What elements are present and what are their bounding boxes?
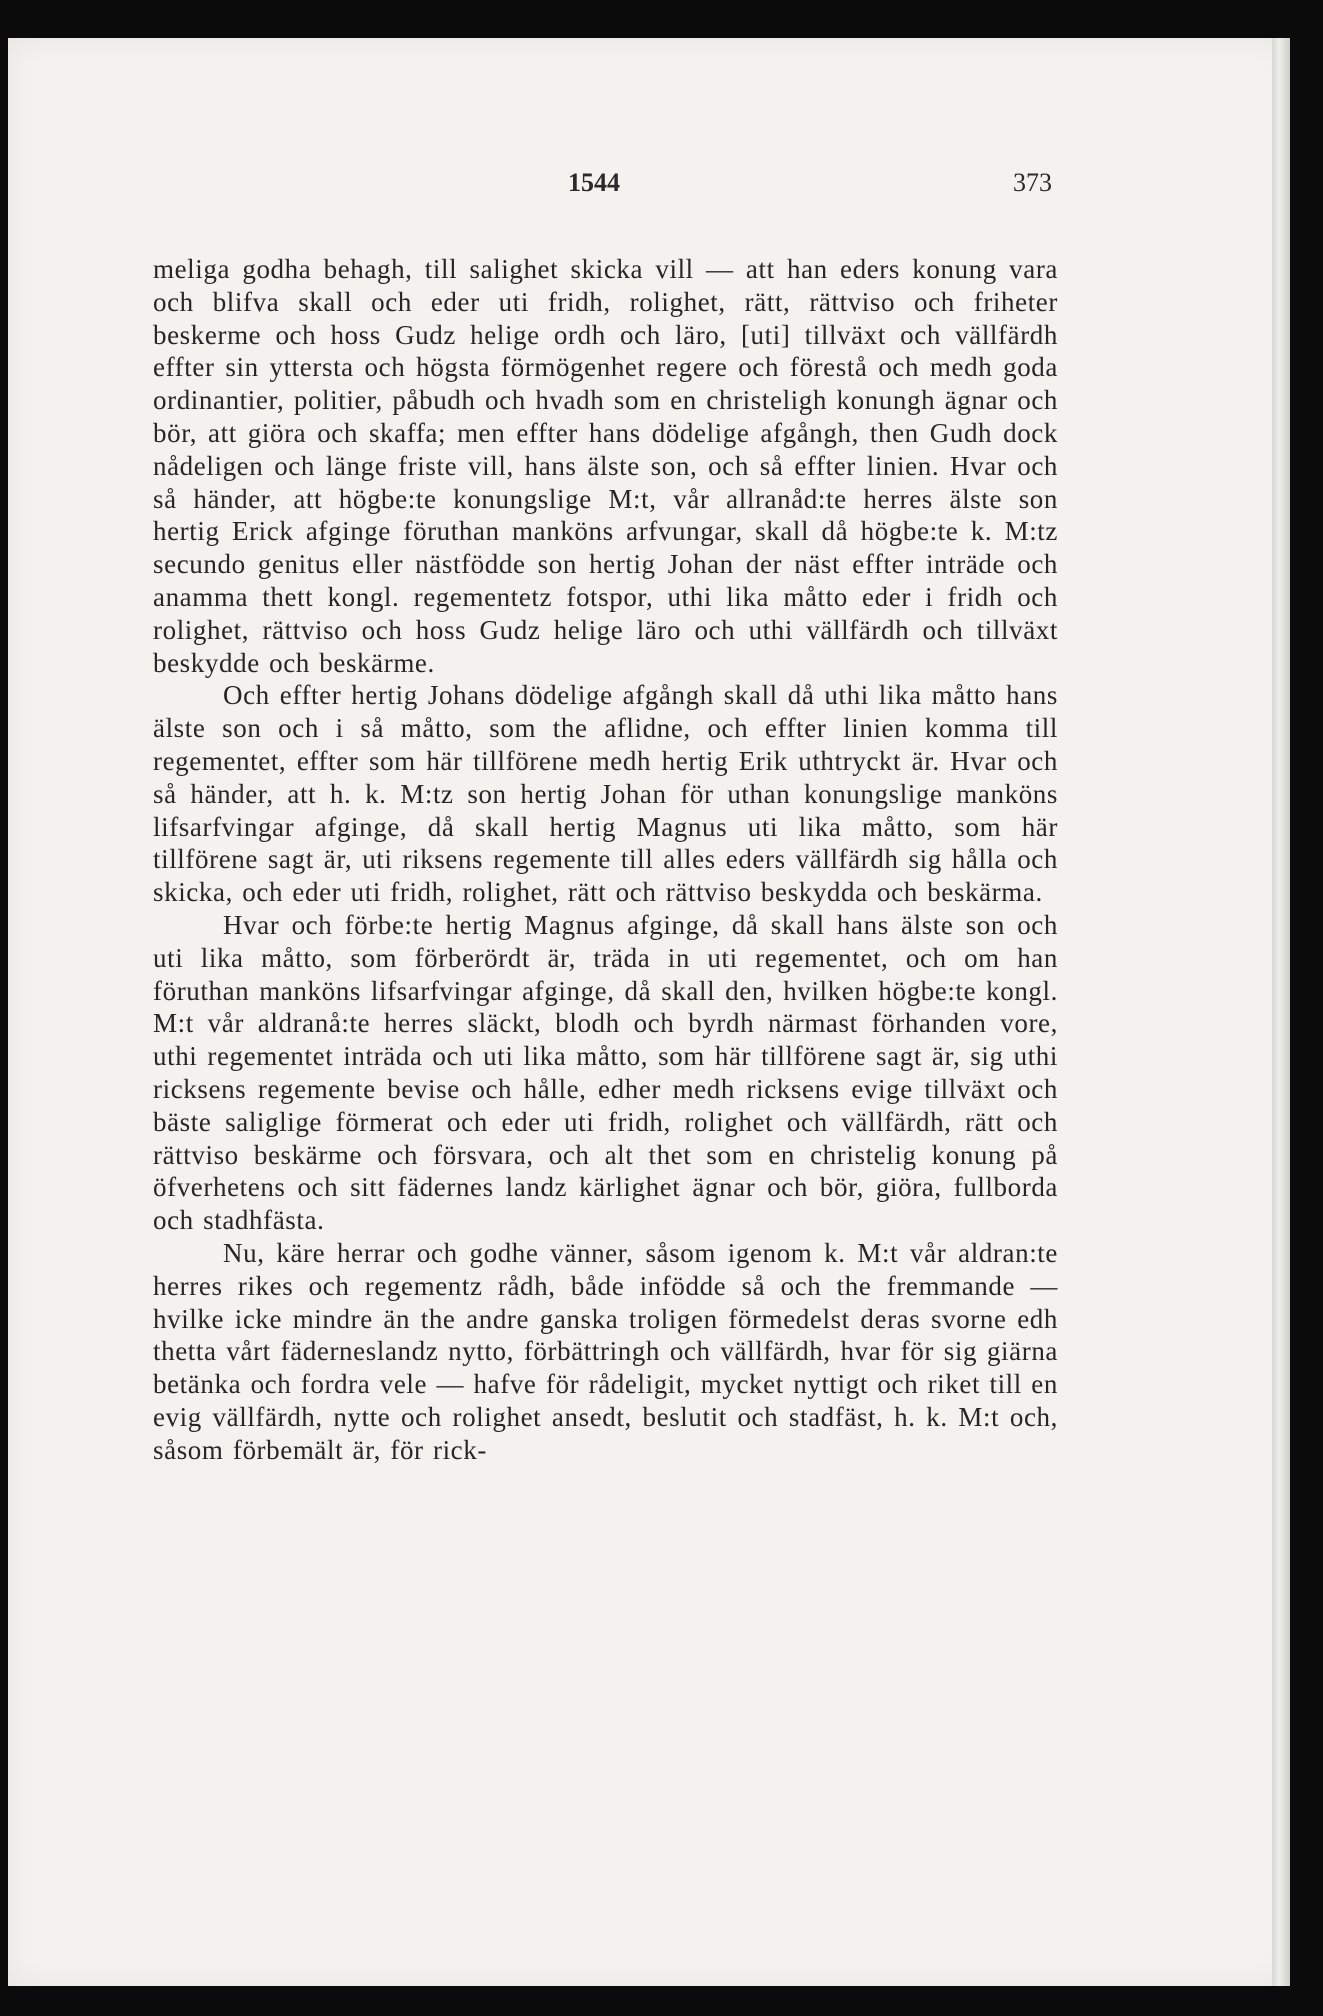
page-edge-shadow xyxy=(1272,38,1290,1986)
paragraph: Hvar och förbe:te hertig Magnus afginge, då skall hans älste son och uti lika måtto, som förberördt är, träda in uti regementet, och om han föruthan manköns lifsarfvingar afginge, då skall den, hvilken högbe:te kongl. M:t vår aldranå:te herres släckt, blodh och byrdh närmast förhanden vore, uthi regementet inträda och uti lika måtto, som här tillförene sagt är, sig uthi ricksens regemente bevise och hålle, edher medh ricksens evige tillväxt och bäste saliglige förmerat och eder uti fridh, rolighet och vällfärdh, rätt och rättviso beskärme och försvara, och alt thet som en christelig konung på öfverhetens och sitt fädernes landz kärlighet ägnar och bör, giöra, fullborda och stadhfästa. xyxy=(153,909,1058,1236)
body-text xyxy=(153,253,1058,1466)
running-head xyxy=(8,168,1290,208)
paragraph: Nu, käre herrar och godhe vänner, såsom igenom k. M:t vår aldran:te herres rikes och regementz rådh, både infödde så och the fremmande — hvilke icke mindre än the andre ganska troligen förmedelst deras svorne edh thetta vårt fäderneslandz nytto, förbättringh och vällfärdh, hvar för sig giärna betänka och fordra vele — hafve för rådeligit, mycket nyttigt och riket till en evig vällfärdh, nytte och rolighet ansedt, beslutit och stadfäst, h. k. M:t och, såsom förbemält är, för rick- xyxy=(153,1237,1058,1465)
book-page xyxy=(8,38,1290,1986)
page-number: 373 xyxy=(1013,168,1052,197)
paragraph: Och effter hertig Johans dödelige afgångh skall då uthi lika måtto hans älste son och i så måtto, som the aflidne, och effter linien komma till regementet, effter som här tillförene medh hertig Erik uthtryckt är. Hvar och så händer, att h. k. M:tz son hertig Johan för uthan konungslige manköns lifsarfvingar afginge, då skall hertig Magnus uti lika måtto, som här tillförene sagt är, uti riksens regemente till alles eders vällfärdh sig hålla och skicka, och eder uti fridh, rolighet, rätt och rättviso beskydda och beskärma. xyxy=(153,680,1058,908)
paragraph: meliga godha behagh, till salighet skicka vill — att han eders konung vara och blifva skall och eder uti fridh, rolighet, rätt, rättviso och friheter beskerme och hoss Gudz helige ordh och läro, [uti] tillväxt och vällfärdh effter sin yttersta och högsta förmögenhet regere och förestå och medh goda ordinantier, politier, påbudh och hvadh som en christeligh konungh ägnar och bör, att giöra och skaffa; men effter hans dödelige afgångh, then Gudh dock nådeligen och länge friste vill, hans älste son, och så effter linien. Hvar och så händer, att högbe:te konungslige M:t, vår allranåd:te herres älste son hertig Erick afginge föruthan manköns arfvungar, skall då högbe:te k. M:tz secundo genitus eller nästfödde son hertig Johan der näst effter inträde och anamma thett kongl. regementetz fotspor, uthi lika måtto eder i fridh och rolighet, rättviso och hoss Gudz helige läro och uthi vällfärdh och tillväxt beskydde och beskärme. xyxy=(153,254,1058,678)
header-year: 1544 xyxy=(568,168,620,197)
